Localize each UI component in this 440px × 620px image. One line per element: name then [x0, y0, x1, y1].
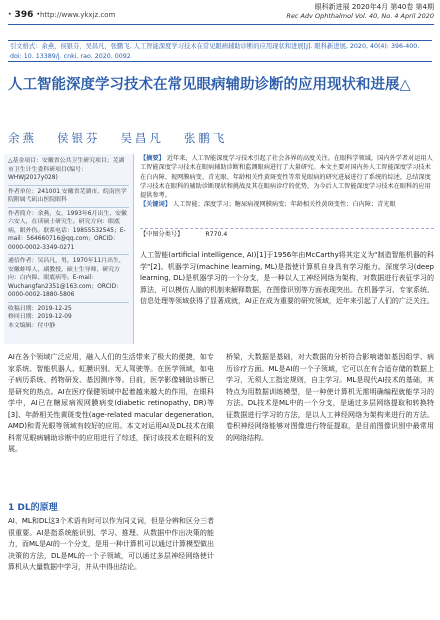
classification-row [140, 230, 434, 239]
page-header [0, 0, 440, 38]
journal-name-en: Rec Adv Ophthalmol Vol. 40, No. 4 April 2020 [286, 12, 434, 20]
page-number: · 396 · [8, 10, 40, 20]
divider [8, 254, 129, 255]
header-divider [8, 24, 434, 25]
abstract-divider [140, 228, 434, 229]
section-paragraph: AI、ML和DL这3个术语有时可以作为同义词，但是分辨和区分三者很重要。AI是指系统能识别、学习、推理、从数据中作出决策的能力，而ML是AI的一个分支，是用一种计算机可以通过计算模型做出决策的方法，DL是ML的一个子领域，可以通过多层神经网络使计算机从大量数据中学习，并从中得出结论。 [8, 517, 214, 571]
author-info-sidebar [4, 154, 134, 344]
author-unit: 作者单位：241001 安徽省芜湖市，皖南医学院附属弋矶山医院眼科 [8, 188, 127, 203]
author-name: 侯银芬 [56, 131, 101, 145]
author-name: 余燕 [8, 131, 37, 145]
author-list [8, 130, 227, 146]
received-date: 收稿日期：2019-12-25 [8, 305, 72, 312]
first-author-bio: 作者简介：余燕，女，1993年6月出生，安徽六安人，在读硕士研究生。研究方向：眼底病，眼外伤。联系电话：19855532545；E-mail：564660716@qq.com；ORCID：0000-0002-3349-0271 [8, 210, 127, 251]
abstract-block [140, 154, 434, 210]
editor-name: 本文编辑：付中静 [8, 322, 56, 329]
divider [8, 302, 129, 303]
revised-date: 修回日期：2019-12-09 [8, 314, 72, 320]
body-column-left: AI在各个领域广泛应用，融入人们的生活带来了极大的便捷，如专家系统、智能机器人、虹膜识别、无人驾驶等。在医学领域，如电子病历系统、药物研发、基因测序等。目前，医学影像辅助诊断已是研究的热点。AI在医疗保健领域中起着越来越大的作用，在眼科学中，AI已在糖尿病视网膜病变(diabetic retinopathy, DR)等[3]、年龄相关性黄斑变性(age-related macular degeneration, AMD)和青光眼等领域有较好的应用。本文对运用AI及DL技术在眼科常见眼病辅助诊断中的应用进行了综述，探讨该技术在眼科的发展。 [8, 353, 214, 453]
keywords-text: 人工智能；深度学习；糖尿病视网膜病变；年龄相关性黄斑变性；白内障；青光眼 [172, 201, 396, 209]
citation-box: 引文格式：余燕，侯银芬，吴昌凡，张鹏飞. 人工智能深度学习技术在常见眼病辅助诊断的应用现状和进展[J]. 眼科新进展, 2020, 40(4): 396-400. doi: 10. 13389/j. cnki. rao. 2020. 0092 [8, 40, 432, 62]
divider [8, 207, 129, 208]
author-name: 吴昌凡 [120, 131, 164, 145]
divider [8, 185, 129, 186]
journal-name-cn: 眼科新进展 2020年4月 第40卷 第4期 [314, 3, 434, 11]
fund-note: △基金项目：安徽省公共卫生研究项目；芜湖市卫生计生委科研项目(编号：WHWJ2017y028) [8, 158, 125, 181]
clc-value: R770.4 [205, 231, 228, 238]
site-url[interactable]: http://www.ykxjz.com [40, 11, 116, 19]
corresponding-author-bio: 通信作者：吴昌凡，男，1970年11月出生，安徽蚌埠人，副教授，硕士生导师，研究方向：白内障、眼底病等。E-mail：Wuchangfan2351@163.com；ORCID：0000-0002-1880-5806 [8, 258, 125, 298]
clc-label: 【中图分类号】 [140, 231, 184, 238]
author-name: 张鹏飞 [183, 131, 228, 145]
abstract-text: 近年来，人工智能深度学习技术引起了社会各界的高度关注。在眼科学领域，国内外学者对运用人工智能深度学习技术在眼病辅助诊断和监测眼病进行了大量研究。本文主要对国内外人工智能深度学习技术在白内障、视网膜病变、青光眼、年龄相关性黄斑变性等常见眼病的研究进展进行了系统的综述，总结深度学习技术在眼科的辅助诊断现状和挑战及其在眼病诊疗的优势，为今后人工智能深度学习技术在眼科的应用提供参考。 [140, 155, 433, 200]
article-title: 人工智能深度学习技术在常见眼病辅助诊断的应用现状和进展△ [8, 77, 411, 93]
body-column-right: 桥梁，大数据是基础，对大数据的分析符合影响诸如基因组学、病历诊疗方面。ML是AI的一个子领域，它可以在有合适存储的数据上学习，无须人工指定规则，自主学习。ML是现代AI技术的基础，其特点为用数据训练模型，是一种使计算机无需明确编程就能学习的方法。DL技术是ML中的一个分支，是通过多层网络提取和转换特征数据进行学习的方法，是以人工神经网络为架构来进行的方法。卷积神经网络能够对图像进行特征提取，是目前图像识别中最常用的网络结构。 [226, 353, 434, 442]
section-heading: 1 DL的原理 [8, 503, 58, 513]
intro-paragraph: 人工智能(artificial intelligence, AI)[1]于1956年由McCarthy将其定义为"制造智能机器的科学"[2]。机器学习(machine learning, ML)是指使计算机自身具有学习能力。深度学习(deep learning, DL)是机器学习的一个分支，是一种以人工神经网络为架构，对数据进行表征学习的算法，可以模仿人脑的机制来解释数据，在图像识别等方面表现突出。在机器学习、专家系统、信息处理等领域获得了显著成就，AI正在成为重要的研究领域，近年来引起了人们的广泛关注。 [140, 251, 434, 305]
abstract-label: 【摘要】 [140, 155, 165, 162]
keywords-label: 【关键词】 [140, 201, 171, 209]
